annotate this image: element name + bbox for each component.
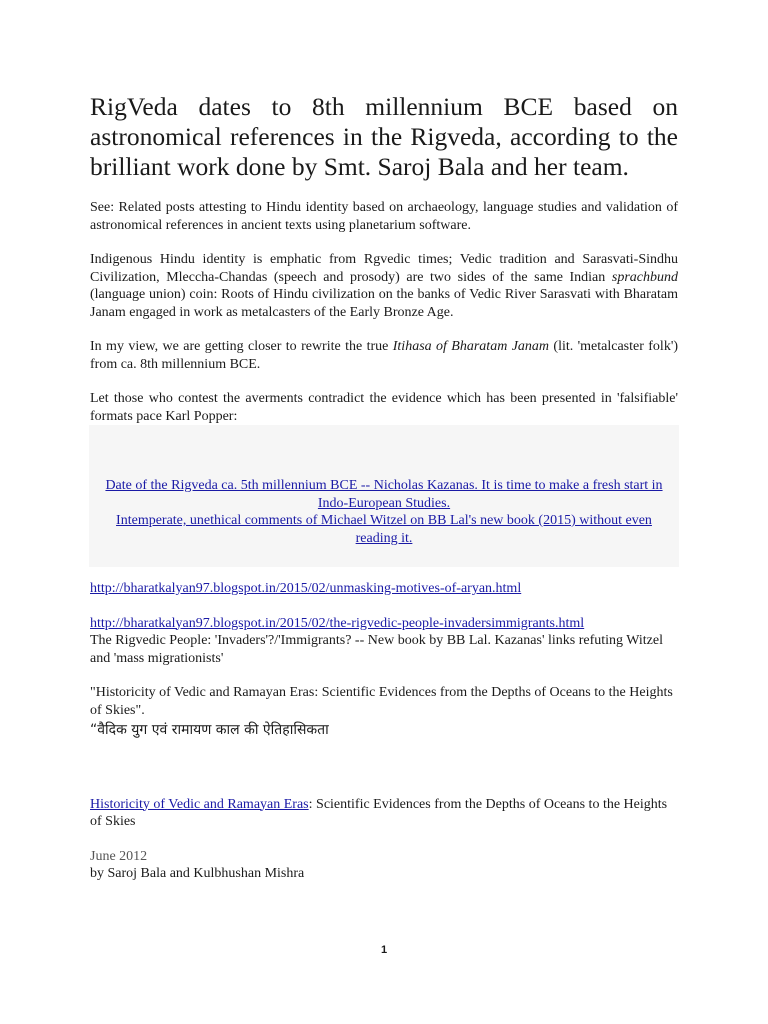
quote-title-paragraph: "Historicity of Vedic and Ramayan Eras: Scientific Evidences from the Depths of Oceans to the Heights of Skies". <box>90 685 673 718</box>
page-title: RigVeda dates to 8th millennium BCE based on astronomical references in the Rigveda, according to the brilliant work done by Smt. Saroj Bala and her team. <box>90 92 678 181</box>
url1-paragraph <box>90 580 678 598</box>
unmasking-motives-link[interactable]: http://bharatkalyan97.blogspot.in/2015/02/unmasking-motives-of-aryan.html <box>90 581 522 596</box>
rigvedic-people-link[interactable]: http://bharatkalyan97.blogspot.in/2015/02/the-rigvedic-people-invadersimmigrants.html <box>90 615 585 631</box>
document-page <box>90 92 678 883</box>
contest-paragraph: Let those who contest the averments contradict the evidence which has been presented in 'falsifiable' formats pace Karl Popper: <box>90 391 678 424</box>
book-paragraph <box>90 796 678 831</box>
view-paragraph <box>90 338 678 373</box>
book-link[interactable]: Historicity of Vedic and Ramayan Eras <box>90 796 309 812</box>
identity-text-1: Indigenous Hindu identity is emphatic from Rgvedic times; Vedic tradition and Sarasvati-Sindhu Civilization, Mleccha-Chandas (speech and prosody) are two sides of the same Indian <box>90 252 678 285</box>
view-text-2: (lit. 'metalcaster folk') from ca. 8th millennium BCE. <box>90 339 679 372</box>
book-rest-text: : Scientific Evidences from the Depths of Oceans to the Heights of Skies <box>90 796 668 829</box>
identity-text-2: (language union) coin: Roots of Hindu civilization on the banks of Vedic River Sarasvati with Bharatam Janam engaged in work as metalcasters of the Early Bronze Age. <box>90 287 678 320</box>
identity-italic: sprachbund <box>611 269 678 285</box>
book-date: June 2012 <box>90 848 148 864</box>
url2-paragraph <box>90 615 678 668</box>
view-italic: Itihasa of Bharatam Janam <box>392 339 550 354</box>
view-text-1: In my view, we are getting closer to rewrite the true <box>90 339 393 354</box>
rigvedic-people-caption: The Rigvedic People: 'Invaders'?/'Immigrants? -- New book by BB Lal. Kazanas' links refuting Witzel and 'mass migrationists' <box>90 633 664 666</box>
identity-paragraph <box>90 251 678 321</box>
witzel-link[interactable]: Intemperate, unethical comments of Michael Witzel on BB Lal's new book (2015) without even reading it. <box>116 513 652 546</box>
page-number: 1 <box>380 944 388 956</box>
shaded-links-box <box>89 425 679 567</box>
book-authors: by Saroj Bala and Kulbhushan Mishra <box>90 866 305 881</box>
book-meta <box>90 848 678 883</box>
hindi-title: “वैदिक युग एवं रामायण काल की ऐतिहासिकता <box>90 722 329 738</box>
kazanas-link[interactable]: Date of the Rigveda ca. 5th millennium BCE -- Nicholas Kazanas. It is time to make a fresh start in Indo-European Studies. <box>105 478 663 511</box>
see-paragraph: See: Related posts attesting to Hindu identity based on archaeology, language studies and validation of astronomical references in ancient texts using planetarium software. <box>90 200 678 233</box>
